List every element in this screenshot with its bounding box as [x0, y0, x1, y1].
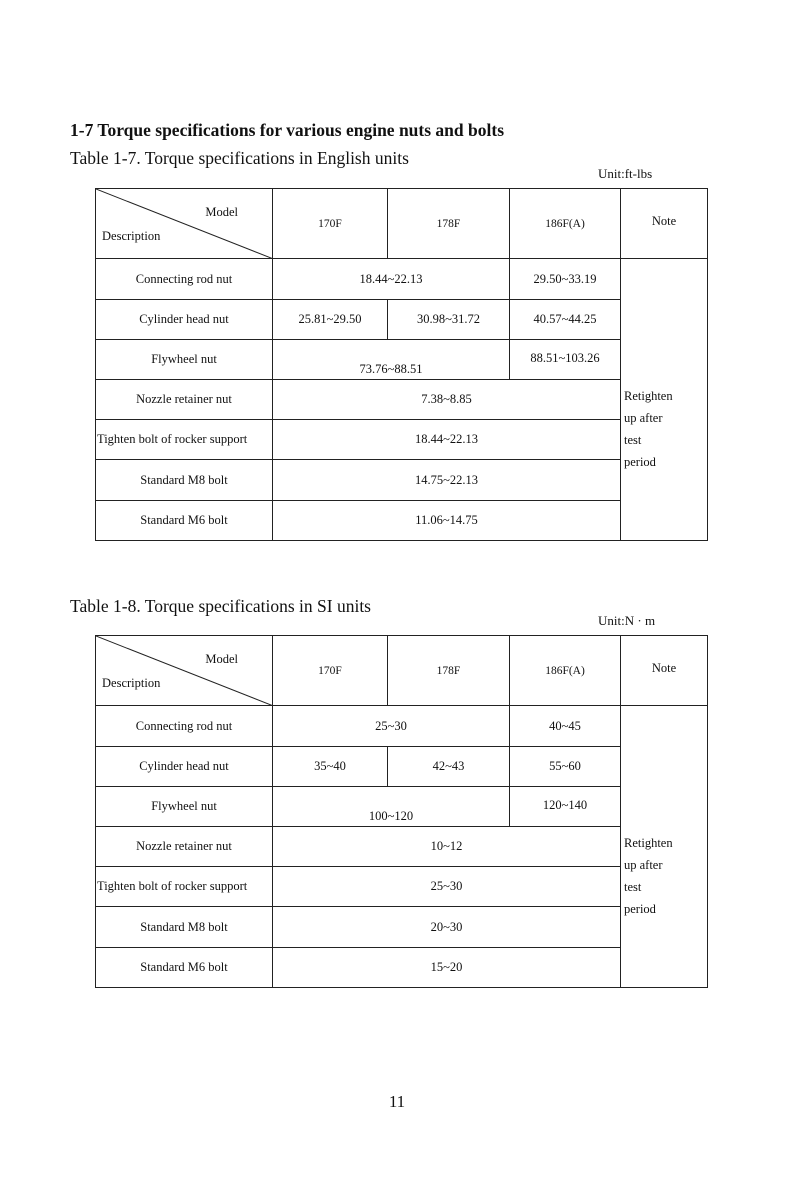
row-label: Standard M6 bolt [96, 947, 273, 987]
value-cell: 40~45 [510, 706, 621, 746]
model-description-header [96, 189, 273, 259]
value-cell: 88.51~103.26 [510, 339, 621, 379]
value-cell: 100~120 [273, 786, 510, 826]
model-170f-header: 170F [273, 189, 388, 259]
note-header: Note [621, 189, 708, 259]
note-line: test [624, 432, 642, 447]
value-cell: 120~140 [510, 786, 621, 826]
row-label: Nozzle retainer nut [96, 827, 273, 867]
value-cell: 14.75~22.13 [273, 460, 621, 500]
table-1-8-unit: Unit:N · m [598, 613, 656, 628]
value-cell: 20~30 [273, 907, 621, 947]
table-row [96, 907, 708, 947]
row-label: Connecting rod nut [96, 259, 273, 299]
model-186f-header: 186F(A) [510, 636, 621, 706]
table-row [96, 420, 708, 460]
model-178f-header: 178F [388, 189, 510, 259]
row-label: Flywheel nut [96, 786, 273, 826]
note-line: up after [624, 857, 663, 872]
value-cell: 11.06~14.75 [273, 500, 621, 540]
row-label: Tighten bolt of rocker support [96, 420, 273, 460]
note-line: Retighten [624, 388, 673, 403]
table-row [96, 746, 708, 786]
row-label: Nozzle retainer nut [96, 380, 273, 420]
table-row [96, 339, 708, 379]
row-label: Standard M8 bolt [96, 460, 273, 500]
value-cell: 25~30 [273, 706, 510, 746]
diagonal-divider [96, 636, 272, 705]
note-line: up after [624, 410, 663, 425]
note-line: period [624, 901, 656, 916]
row-label: Cylinder head nut [96, 746, 273, 786]
value-cell: 7.38~8.85 [273, 380, 621, 420]
value-cell: 40.57~44.25 [510, 299, 621, 339]
table-row [96, 380, 708, 420]
model-178f-header: 178F [388, 636, 510, 706]
value-cell: 18.44~22.13 [273, 420, 621, 460]
note-line: period [624, 454, 656, 469]
table-header-row [96, 636, 708, 706]
note-line: test [624, 879, 642, 894]
table-row [96, 259, 708, 299]
value-cell: 29.50~33.19 [510, 259, 621, 299]
row-label: Flywheel nut [96, 339, 273, 379]
model-186f-header: 186F(A) [510, 189, 621, 259]
description-label: Description [102, 676, 161, 691]
table-row [96, 827, 708, 867]
note-header: Note [621, 636, 708, 706]
table-row [96, 786, 708, 826]
model-170f-header: 170F [273, 636, 388, 706]
value-cell: 15~20 [273, 947, 621, 987]
note-cell [621, 706, 708, 988]
page-number: 11 [388, 1092, 406, 1111]
value-cell: 25~30 [273, 867, 621, 907]
value-cell: 18.44~22.13 [273, 259, 510, 299]
diagonal-divider [96, 189, 272, 258]
torque-table-english [95, 188, 708, 541]
model-description-header [96, 636, 273, 706]
torque-table-si [95, 635, 708, 988]
table-row [96, 460, 708, 500]
note-cell [621, 259, 708, 541]
table-row [96, 706, 708, 746]
value-cell: 42~43 [388, 746, 510, 786]
model-label: Model [205, 205, 238, 219]
value-cell: 25.81~29.50 [273, 299, 388, 339]
row-label: Standard M6 bolt [96, 500, 273, 540]
model-label: Model [205, 652, 238, 666]
value-cell: 73.76~88.51 [273, 339, 510, 379]
value-cell: 35~40 [273, 746, 388, 786]
table-row [96, 947, 708, 987]
row-label: Tighten bolt of rocker support [96, 867, 273, 907]
value-cell: 55~60 [510, 746, 621, 786]
table-header-row [96, 189, 708, 259]
description-label: Description [102, 229, 161, 244]
table-row [96, 867, 708, 907]
row-label: Cylinder head nut [96, 299, 273, 339]
row-label: Standard M8 bolt [96, 907, 273, 947]
table-row [96, 500, 708, 540]
value-cell: 30.98~31.72 [388, 299, 510, 339]
note-line: Retighten [624, 835, 673, 850]
table-1-8-caption: Table 1-8. Torque specifications in SI units [70, 596, 371, 616]
table-1-7-caption: Table 1-7. Torque specifications in English units [70, 148, 409, 168]
table-1-7-unit: Unit:ft-lbs [598, 166, 653, 181]
row-label: Connecting rod nut [96, 706, 273, 746]
table-row [96, 299, 708, 339]
section-title: 1-7 Torque specifications for various engine nuts and bolts [70, 120, 505, 140]
value-cell: 10~12 [273, 827, 621, 867]
